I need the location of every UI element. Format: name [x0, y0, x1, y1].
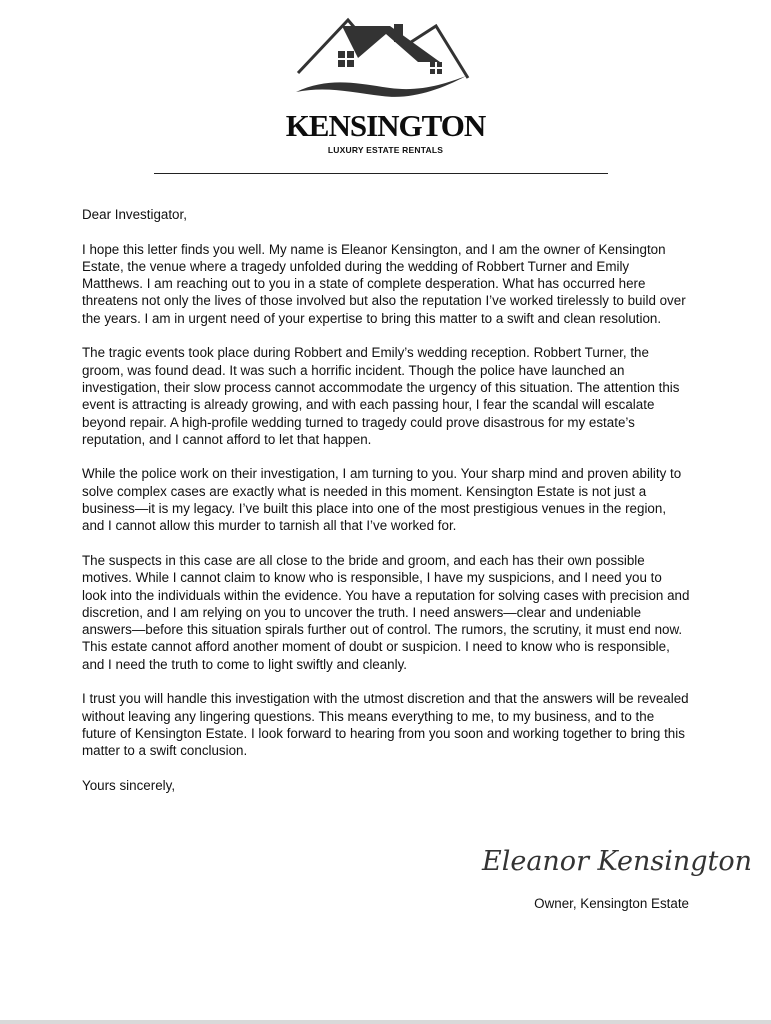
header-divider — [154, 173, 608, 174]
brand-tagline: LUXURY ESTATE RENTALS — [327, 145, 444, 155]
signatory-title: Owner, Kensington Estate — [534, 896, 689, 911]
letter-body — [82, 206, 690, 811]
svg-text:Eleanor Kensington: Eleanor Kensington — [482, 846, 753, 877]
brand-name: KENSINGTON — [285, 108, 486, 143]
salutation: Dear Investigator, — [82, 207, 187, 222]
paragraph: The tragic events took place during Robbert and Emily’s wedding reception. Robbert Turner, the groom, was found dead. It was such a horrific incident. Though the police have launched an investigation, their slow process cannot accommodate the urgency of this situation. The attention this event is attracting is already growing, and with each passing hour, I fear the scandal will escalate beyond repair. A high-profile wedding turned to tragedy could prove disastrous for my estate’s reputation, and I cannot afford to let that happen. — [82, 345, 680, 447]
closing: Yours sincerely, — [82, 777, 176, 793]
house-logo-icon — [290, 18, 470, 100]
paragraph: I hope this letter finds you well. My name is Eleanor Kensington, and I am the owner of Kensington Estate, the venue where a tragedy unfolded during the wedding of Robbert Turner and Emily Matthews. I am reaching out to you in a state of complete desperation. What has occurred here threatens not only the lives of those involved but also the reputation I’ve worked tirelessly to build over the years. I am in urgent need of your expertise to bring this matter to a swift and clean resolution. — [82, 241, 686, 326]
paragraph: The suspects in this case are all close to the bride and groom, and each has their own possible motives. While I cannot claim to know who is responsible, I have my suspicions, and I need you to look into the individuals within the evidence. You have a reputation for solving cases with precision and discretion, and I am relying on you to uncover the truth. I need answers—clear and undeniable answers—before this situation spirals further out of control. The rumors, the scrutiny, it must end now. This estate cannot afford another moment of doubt or suspicion. I need to know who is responsible, and I need the truth to come to light swiftly and cleanly. — [82, 552, 690, 672]
page-bottom-edge — [0, 1020, 771, 1024]
handwritten-signature — [480, 836, 753, 896]
paragraph: I trust you will handle this investigation with the utmost discretion and that the answers will be revealed without leaving any lingering questions. This means everything to me, to my business, and to the future of Kensington Estate. I look forward to hearing from you soon and working together to bring this matter to a swift conclusion. — [82, 691, 689, 759]
paragraph: While the police work on their investigation, I am turning to you. Your sharp mind and proven ability to solve complex cases are exactly what is needed in this moment. Kensington Estate is not just a business—it is my legacy. I’ve built this place into one of the most prestigious venues in the region, and I cannot allow this murder to tarnish all that I’ve worked for. — [82, 466, 682, 534]
